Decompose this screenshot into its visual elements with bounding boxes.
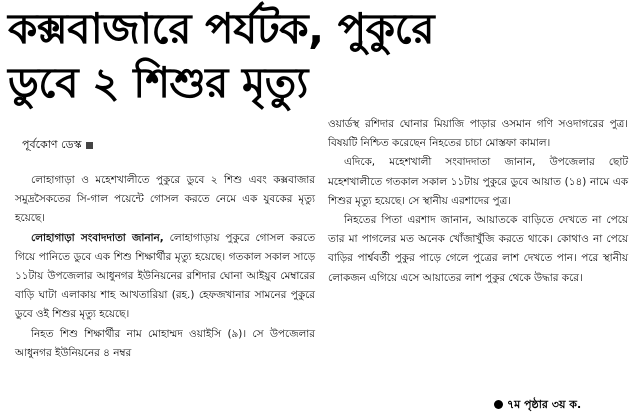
article-column-left (15, 171, 315, 363)
square-bullet-icon (86, 142, 93, 149)
headline-line-1: কক্সবাজারে পর্যটক, পুকুরে (8, 4, 435, 53)
paragraph-moheshkhali: এদিকে, মহেশখালী সংবাদদাতা জানান, উপজেলার ছোট মহেশখালীতে গতকাল সকাল ১১টায় পুকুরে ডুবে আয়াত (১৪) নামে এক শিশুর মৃত্যু হয়েছে। সে স্থানীয় এরশাদের পুত্র। (328, 156, 628, 207)
paragraph-intro: লোহাগাড়া ও মহেশখালীতে পুকুরে ডুবে ২ শিশু এবং কক্সবাজার সমুদ্রসৈকতের সি-গাল পয়েন্টে গোসল করতে নেমে এক যুবকের মৃত্যু হয়েছে। (15, 174, 315, 225)
byline-text: পূর্বকোণ ডেস্ক (22, 138, 82, 151)
paragraph-continued: ওয়ার্ডস্থ রশিদার ঘোনার মিয়াজি পাড়ার ওসমান গণি সওদাগরের পুত্র। বিষয়টি নিশ্চিত করেছেন নিহতের চাচা মোস্তফা কামাল। (328, 118, 628, 150)
correspondent-lead: লোহাগাড়া সংবাদদাতা জানান, (31, 231, 164, 244)
headline (8, 2, 628, 110)
paragraph-victim-name: নিহত শিশু শিক্ষার্থীর নাম মোহাম্মদ ওয়াইসি (৯)। সে উপজেলার আধুনগর ইউনিয়নের ৪ নম্বর (15, 327, 315, 359)
article-column-right (328, 115, 628, 288)
paragraph-lohagara-body: লোহাগাড়ায় পুকুরে গোসল করতে গিয়ে পানিতে ডুবে এক শিশু শিক্ষার্থীর মৃত্যু হয়েছে। গতকাল সকাল সাড়ে ১১টায় উপজেলার আধুনগর ইউনিয়নের রশিদার ঘোনা আইয়ুব মেম্বারের বাড়ি ঘাটা এলাকায় শাহ আখতারিয়া (রহ.) হেফজখানার সামনের পুকুরে ডুবে ওই শিশুর মৃত্যু হয়েছে। (15, 231, 315, 321)
paragraph-father-statement: নিহতের পিতা এরশাদ জানান, আয়াতকে বাড়িতে দেখতে না পেয়ে তার মা পাগলের মত অনেক খোঁজাখুঁজি করতে থাকে। কোথাও না পেয়ে বাড়ির পার্শ্ববর্তী পুকুর পাড়ে গেলে পুত্রের লাশ দেখতে পান। পরে স্থানীয় লোকজন এগিয়ে এসে আয়াতের লাশ পুকুর থেকে উদ্ধার করে। (328, 214, 628, 284)
paragraph-lohagara (15, 229, 315, 325)
byline (22, 136, 93, 155)
bullet-dot-icon (494, 400, 503, 409)
continuation-text: ৭ম পৃষ্ঠার ৩য় ক. (507, 398, 582, 411)
headline-line-2: ডুবে ২ শিশুর মৃত্যু (8, 58, 308, 107)
continuation-reference (494, 396, 581, 414)
